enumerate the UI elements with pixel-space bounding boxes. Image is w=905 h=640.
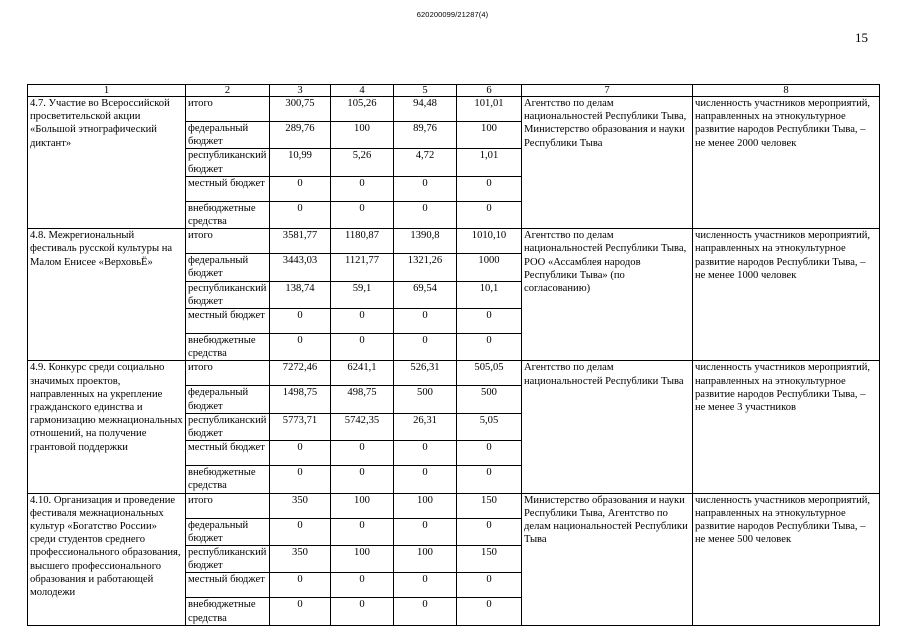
amount-year-3: 0 xyxy=(457,309,522,334)
amount-year-1: 6241,1 xyxy=(331,361,394,386)
column-header: 1 xyxy=(28,85,186,97)
funding-source-label: республиканский бюджет xyxy=(186,149,270,176)
column-header: 8 xyxy=(693,85,880,97)
amount-year-2: 500 xyxy=(394,386,457,413)
amount-total: 5773,71 xyxy=(270,413,331,440)
amount-year-1: 0 xyxy=(331,309,394,334)
column-header: 5 xyxy=(394,85,457,97)
amount-year-3: 0 xyxy=(457,598,522,625)
amount-year-3: 500 xyxy=(457,386,522,413)
funding-source-label: итого xyxy=(186,229,270,254)
amount-year-3: 0 xyxy=(457,334,522,361)
funding-source-label: местный бюджет xyxy=(186,573,270,598)
amount-year-2: 26,31 xyxy=(394,413,457,440)
amount-year-1: 0 xyxy=(331,573,394,598)
expected-result: численность участников мероприятий, направленных на этнокультурное развитие народов Республики Тыва, – не менее 3 участников xyxy=(693,361,880,493)
amount-total: 138,74 xyxy=(270,281,331,308)
amount-year-1: 5,26 xyxy=(331,149,394,176)
page-number: 15 xyxy=(855,30,868,45)
amount-total: 300,75 xyxy=(270,97,331,122)
column-header: 7 xyxy=(522,85,693,97)
amount-total: 0 xyxy=(270,441,331,466)
amount-total: 0 xyxy=(270,518,331,545)
amount-year-1: 0 xyxy=(331,201,394,228)
amount-total: 7272,46 xyxy=(270,361,331,386)
amount-year-2: 1390,8 xyxy=(394,229,457,254)
amount-total: 0 xyxy=(270,201,331,228)
amount-year-2: 0 xyxy=(394,309,457,334)
amount-year-3: 0 xyxy=(457,466,522,493)
amount-year-3: 150 xyxy=(457,493,522,518)
column-header: 3 xyxy=(270,85,331,97)
expected-result: численность участников мероприятий, направленных на этнокультурное развитие народов Республики Тыва, – не менее 2000 человек xyxy=(693,97,880,229)
funding-source-label: республиканский бюджет xyxy=(186,546,270,573)
amount-total: 10,99 xyxy=(270,149,331,176)
amount-year-1: 498,75 xyxy=(331,386,394,413)
amount-year-3: 0 xyxy=(457,201,522,228)
funding-source-label: внебюджетные средства xyxy=(186,201,270,228)
amount-year-2: 0 xyxy=(394,518,457,545)
amount-total: 289,76 xyxy=(270,122,331,149)
amount-year-1: 0 xyxy=(331,441,394,466)
funding-source-label: итого xyxy=(186,97,270,122)
amount-year-2: 100 xyxy=(394,493,457,518)
amount-year-2: 0 xyxy=(394,201,457,228)
column-header: 4 xyxy=(331,85,394,97)
funding-source-label: местный бюджет xyxy=(186,309,270,334)
column-header: 2 xyxy=(186,85,270,97)
amount-year-3: 100 xyxy=(457,122,522,149)
amount-year-1: 0 xyxy=(331,598,394,625)
amount-year-3: 1010,10 xyxy=(457,229,522,254)
amount-year-3: 0 xyxy=(457,176,522,201)
amount-year-1: 0 xyxy=(331,466,394,493)
amount-year-2: 4,72 xyxy=(394,149,457,176)
funding-source-label: федеральный бюджет xyxy=(186,122,270,149)
amount-year-1: 100 xyxy=(331,122,394,149)
amount-total: 0 xyxy=(270,466,331,493)
amount-year-1: 1121,77 xyxy=(331,254,394,281)
funding-source-label: внебюджетные средства xyxy=(186,598,270,625)
amount-year-3: 505,05 xyxy=(457,361,522,386)
table-body xyxy=(28,97,880,626)
funding-source-label: республиканский бюджет xyxy=(186,413,270,440)
column-number-row xyxy=(28,85,880,97)
amount-total: 3581,77 xyxy=(270,229,331,254)
column-header: 6 xyxy=(457,85,522,97)
table-row xyxy=(28,361,880,386)
amount-year-1: 0 xyxy=(331,334,394,361)
amount-total: 0 xyxy=(270,309,331,334)
funding-source-label: итого xyxy=(186,361,270,386)
amount-year-2: 0 xyxy=(394,598,457,625)
table-row xyxy=(28,493,880,518)
funding-source-label: внебюджетные средства xyxy=(186,334,270,361)
amount-year-2: 0 xyxy=(394,334,457,361)
funding-source-label: федеральный бюджет xyxy=(186,254,270,281)
measure-name: 4.7. Участие во Всероссийской просветительской акции «Большой этнографический диктант» xyxy=(28,97,186,229)
amount-year-2: 526,31 xyxy=(394,361,457,386)
amount-total: 0 xyxy=(270,598,331,625)
amount-year-3: 0 xyxy=(457,518,522,545)
amount-year-3: 1000 xyxy=(457,254,522,281)
funding-source-label: федеральный бюджет xyxy=(186,518,270,545)
funding-source-label: внебюджетные средства xyxy=(186,466,270,493)
amount-year-1: 100 xyxy=(331,493,394,518)
amount-total: 0 xyxy=(270,573,331,598)
amount-year-2: 89,76 xyxy=(394,122,457,149)
amount-year-1: 59,1 xyxy=(331,281,394,308)
document-code: 620200099/21287(4) xyxy=(416,10,489,19)
amount-year-2: 1321,26 xyxy=(394,254,457,281)
program-measures-table xyxy=(27,84,880,626)
amount-year-2: 0 xyxy=(394,176,457,201)
amount-year-3: 1,01 xyxy=(457,149,522,176)
amount-year-3: 0 xyxy=(457,573,522,598)
amount-total: 0 xyxy=(270,176,331,201)
amount-total: 3443,03 xyxy=(270,254,331,281)
funding-source-label: местный бюджет xyxy=(186,176,270,201)
funding-source-label: местный бюджет xyxy=(186,441,270,466)
responsible-executors: Агентство по делам национальностей Республики Тыва, Министерство образования и науки Республики Тыва xyxy=(522,97,693,229)
amount-year-3: 0 xyxy=(457,441,522,466)
amount-total: 350 xyxy=(270,493,331,518)
responsible-executors: Агентство по делам национальностей Республики Тыва, РОО «Ассамблея народов Республики Тыва» (по согласованию) xyxy=(522,229,693,361)
measure-name: 4.10. Организация и проведение фестиваля межнациональных культур «Богатство России» среди студентов среднего профессионального образования, высшего профессионального образования и работающей молодежи xyxy=(28,493,186,625)
amount-year-1: 100 xyxy=(331,546,394,573)
funding-source-label: итого xyxy=(186,493,270,518)
amount-year-2: 0 xyxy=(394,441,457,466)
amount-year-2: 0 xyxy=(394,573,457,598)
amount-year-2: 94,48 xyxy=(394,97,457,122)
amount-year-2: 0 xyxy=(394,466,457,493)
amount-year-1: 0 xyxy=(331,518,394,545)
amount-year-1: 1180,87 xyxy=(331,229,394,254)
responsible-executors: Министерство образования и науки Республики Тыва, Агентство по делам национальностей Республики Тыва xyxy=(522,493,693,625)
amount-year-1: 0 xyxy=(331,176,394,201)
amount-year-1: 105,26 xyxy=(331,97,394,122)
amount-year-3: 10,1 xyxy=(457,281,522,308)
amount-total: 1498,75 xyxy=(270,386,331,413)
expected-result: численность участников мероприятий, направленных на этнокультурное развитие народов Республики Тыва, – не менее 1000 человек xyxy=(693,229,880,361)
measure-name: 4.8. Межрегиональный фестиваль русской культуры на Малом Енисее «ВерховьЁ» xyxy=(28,229,186,361)
expected-result: численность участников мероприятий, направленных на этнокультурное развитие народов Республики Тыва, – не менее 500 человек xyxy=(693,493,880,625)
funding-source-label: республиканский бюджет xyxy=(186,281,270,308)
table-row xyxy=(28,229,880,254)
amount-year-3: 150 xyxy=(457,546,522,573)
table-row xyxy=(28,97,880,122)
amount-year-3: 101,01 xyxy=(457,97,522,122)
amount-total: 350 xyxy=(270,546,331,573)
amount-year-2: 69,54 xyxy=(394,281,457,308)
measure-name: 4.9. Конкурс среди социально значимых проектов, направленных на укрепление гражданского единства и гармонизацию межнациональных отношений, на получение грантовой поддержки xyxy=(28,361,186,493)
funding-source-label: федеральный бюджет xyxy=(186,386,270,413)
responsible-executors: Агентство по делам национальностей Республики Тыва xyxy=(522,361,693,493)
amount-year-2: 100 xyxy=(394,546,457,573)
amount-year-3: 5,05 xyxy=(457,413,522,440)
amount-total: 0 xyxy=(270,334,331,361)
amount-year-1: 5742,35 xyxy=(331,413,394,440)
